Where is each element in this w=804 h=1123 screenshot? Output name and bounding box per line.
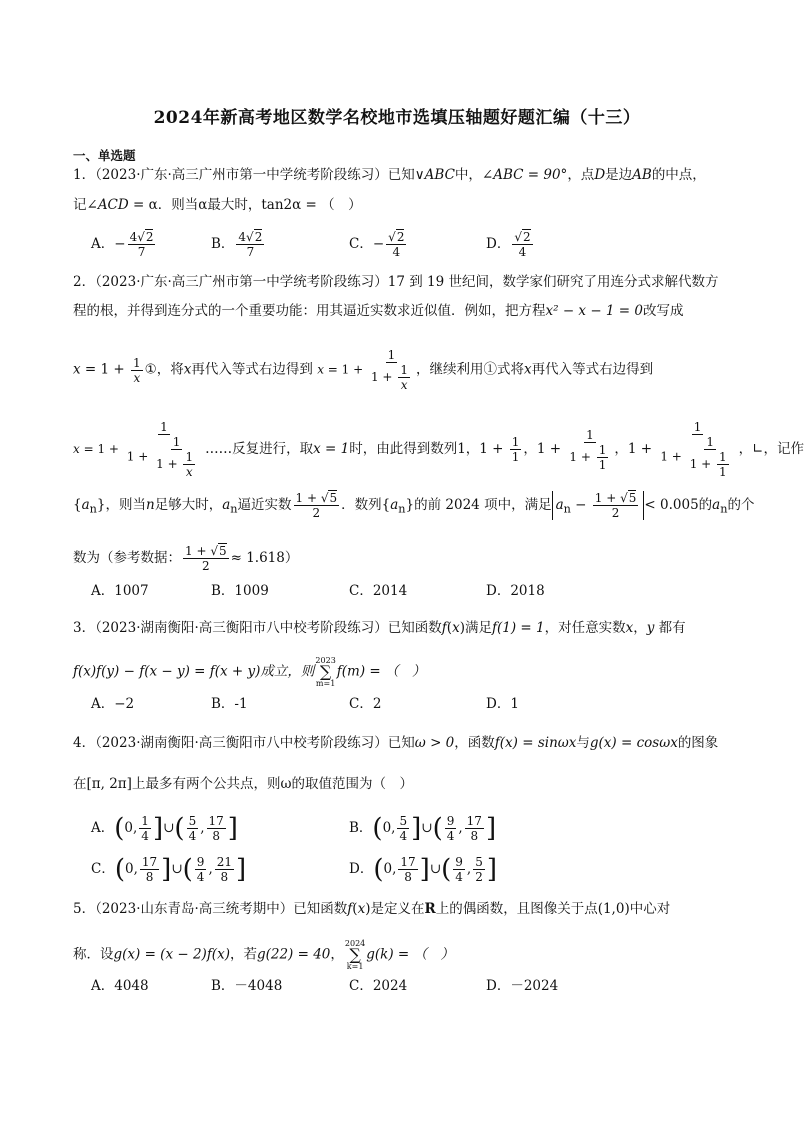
q1-line2 <box>73 195 362 215</box>
continued-fraction-2: x = 1 + 1 1 + 1 1 + $\frac{1}{x}$ <box>73 420 194 479</box>
fraction: $\frac{4√2}{7}$ <box>129 230 154 259</box>
q3-option-a[interactable]: A．−2 <box>91 696 135 712</box>
q5-option-a[interactable]: A．4048 <box>91 978 149 994</box>
q5-line1: 5．（2023·山东青岛·高三统考期中）已知函数f(x)是定义在R上的偶函数，且图像关于点(1,0)中心对 <box>73 901 671 917</box>
q5-g22: g(22) = 40 <box>256 946 331 963</box>
q2-text: 的个 <box>727 497 755 513</box>
option-label: A． <box>91 236 115 252</box>
q1-point-d: D <box>594 167 606 183</box>
q4-text: 4．（2023·湖南衡阳·高三衡阳市八中校考阶段练习）已知 <box>73 735 415 751</box>
q2-line6: 数为（参考数据： $\frac{1 + √5}{2}$ ≈ 1.618） <box>73 544 299 573</box>
q1-text: 记∠ <box>73 197 98 213</box>
q4-text: ，函数 <box>454 735 495 751</box>
option-label: D． <box>486 236 511 252</box>
q5-text: ，若 <box>229 946 257 963</box>
q2-text: ①，将 <box>144 361 184 378</box>
q3-option-c[interactable]: C．2 <box>349 696 382 712</box>
q4-option-d[interactable]: D．(0, $\frac{17}{8}$ ]∪( $\frac{9}{4}$ , $\frac{5}{2}$ ] <box>349 854 498 885</box>
sum-bottom: k=1 <box>346 962 364 971</box>
q2-text: 数为（参考数据： <box>73 550 181 566</box>
q3-equation: f(x)f(y) − f(x − y) = f(x + y)成立，则 <box>73 663 315 680</box>
q5-text: g(k) = （ ） <box>366 946 455 963</box>
den: 7 <box>137 245 146 259</box>
q4-omega: ω > 0 <box>414 735 455 751</box>
q2-text: 再代入等式右边得到 <box>531 361 654 378</box>
q3-text: 满足 <box>464 620 492 636</box>
fraction: $\frac{√2}{4}$ <box>388 230 405 259</box>
q5-text: 是定义在 <box>370 901 425 917</box>
q5-text: ， <box>330 946 344 963</box>
q3-text: 都有 <box>658 620 686 636</box>
page-title: 2024年新高考地区数学名校地市选填压轴题好题汇编（十三） <box>153 108 641 128</box>
q2-text: 再代入等式右边得到 <box>191 361 313 378</box>
q2-text: ， <box>523 441 537 457</box>
sum-top: 2024 <box>344 939 366 948</box>
option-label: B． <box>349 820 373 836</box>
q1-source: 1．（2023·广东·高三广州市第一中学统考阶段练习）已知 <box>73 167 415 183</box>
option-label: C． <box>91 861 115 877</box>
q2-line4: x = 1 + 1 1 + 1 1 + $\frac{1}{x}$ ……反复进行，取x = 1时，由此得到数列1，1 + $\frac{1}{1}$ ，1 + 1 1 + $\frac{1}{1}$ ，1 + 1 1 + 1 1 + $\frac{1}{1}$ ，∟，记作 <box>73 420 804 479</box>
q2-text: ， <box>614 441 628 457</box>
q3-f1: f(1) = 1 <box>491 620 545 636</box>
q4-line2: 在[π, 2π]上最多有两个公共点，则ω的取值范围为（ ） <box>73 776 413 792</box>
fraction: $\frac{√2}{4}$ <box>514 230 531 259</box>
q1-angle-acd: ACD <box>97 197 129 213</box>
q3-line1: 3．（2023·湖南衡阳·高三衡阳市八中校考阶段练习）已知函数f(x)满足f(1) = 1，对任意实数x，y 都有 <box>73 620 686 636</box>
q1-option-d[interactable] <box>486 230 535 259</box>
q4-text: 的图象 <box>677 735 719 751</box>
q3-text: ，对任意实数 <box>544 620 626 636</box>
q3-option-d[interactable]: D．1 <box>486 696 519 712</box>
q4-line1 <box>73 733 718 753</box>
q4-text: 与 <box>576 735 590 751</box>
q2-text: < 0.005的 <box>644 497 713 513</box>
q4-option-b[interactable]: B．(0, $\frac{5}{4}$ ]∪( $\frac{9}{4}$ , $\frac{17}{8}$ ] <box>349 813 497 844</box>
option-label: A． <box>91 820 115 836</box>
q1-text: 是边 <box>605 167 633 183</box>
q2-text: 的前 2024 项中，满足 <box>414 497 552 513</box>
q1-text: 中， <box>454 167 482 183</box>
q2-text: 足够大时， <box>154 497 223 513</box>
sum-bottom: m=1 <box>315 679 336 688</box>
q4-f: f(x) = sinωx <box>494 735 577 751</box>
q3-text: 3．（2023·湖南衡阳·高三衡阳市八中校考阶段练习）已知函数 <box>73 620 442 636</box>
sum-top: 2023 <box>315 656 336 665</box>
continued-fraction-1: x = 1 + 1 1 + $\frac{1}{x}$ <box>317 348 408 392</box>
q2-text: ……反复进行，取 <box>205 441 314 457</box>
q5-g-def: g(x) = (x − 2)f(x) <box>113 946 230 963</box>
q5-text: 上的偶函数，且图像关于点 <box>435 901 598 917</box>
q1-angle: ∠ABC = 90° <box>481 167 568 183</box>
q3-option-b[interactable]: B．-1 <box>211 696 248 712</box>
den: 7 <box>246 245 255 259</box>
q1-text: 的中点， <box>651 167 706 183</box>
q2-line5: $\{a_n\}$，则当n足够大时，$a_n$逼近实数 $\frac{1 + √5}{2}$ ．数列$\{a_n\}$的前 2024 项中，满足 $a_n$ − $\frac{1 + √5}{2}$ < 0.005的$a_n$的个 <box>73 491 755 520</box>
q3-text: f(m) = （ ） <box>336 663 426 680</box>
q5-point: (1,0) <box>597 901 630 917</box>
q2-text: ，继续利用①式将 <box>415 361 524 378</box>
q5-option-d[interactable]: D．－2024 <box>486 978 559 994</box>
q1-option-c[interactable]: C．− $\frac{√2}{4}$ <box>349 230 405 259</box>
q2-option-a[interactable]: A．1007 <box>91 583 149 599</box>
q5-option-b[interactable]: B．－4048 <box>211 978 283 994</box>
q1-text: ，点 <box>567 167 595 183</box>
triangle-abc: ∨ABC <box>414 167 455 183</box>
q5-text: 5．（2023·山东青岛·高三统考期中）已知函数 <box>73 901 348 917</box>
q2-text: ．数列 <box>341 497 382 513</box>
q2-text: ≈ 1.618） <box>230 550 299 566</box>
den: 4 <box>518 245 527 259</box>
q5-text: 称．设 <box>73 946 114 963</box>
q4-option-a[interactable]: A．(0, $\frac{1}{4}$ ]∪( $\frac{5}{4}$ , $\frac{17}{8}$ ] <box>91 813 238 844</box>
q5-text: 中心对 <box>629 901 671 917</box>
q1-option-a[interactable]: A．− $\frac{4√2}{7}$ <box>91 230 154 259</box>
den: 4 <box>392 245 401 259</box>
q4-g: g(x) = cosωx <box>589 735 678 751</box>
q2-text: ，∟，记作 <box>738 441 804 457</box>
q2-option-c[interactable]: C．2014 <box>349 583 408 599</box>
option-label: D． <box>349 861 374 877</box>
q2-equation: x² − x − 1 = 0 <box>545 303 643 319</box>
q2-line1: 2．（2023·广东·高三广州市第一中学统考阶段练习）17 到 19 世纪间，数学家们研究了用连分式求解代数方 <box>73 274 719 290</box>
abs-value: $a_n$ − $\frac{1 + √5}{2}$ <box>552 491 645 520</box>
q1-option-b[interactable] <box>211 230 266 259</box>
q1-edge-ab: AB <box>632 167 652 183</box>
q2-line2 <box>73 301 684 321</box>
q2-text: 逼近实数 <box>237 497 292 513</box>
q2-text: 改写成 <box>643 303 684 319</box>
q5-option-c[interactable]: C．2024 <box>349 978 408 994</box>
summation: 2023 ∑ m=1 <box>315 656 336 688</box>
q2-line3: x = 1 + $\frac{1}{x}$ ①，将x再代入等式右边得到 x = 1 + 1 1 + $\frac{1}{x}$ ，继续利用①式将x再代入等式右边得到 <box>73 348 654 392</box>
q4-option-c[interactable]: C．(0, $\frac{17}{8}$ ]∪( $\frac{9}{4}$ , $\frac{21}{8}$ ] <box>91 854 247 885</box>
q2-option-b[interactable]: B．1009 <box>211 583 269 599</box>
q1-text: = α．则当α最大时，tan2α = （ ） <box>128 197 362 213</box>
q2-x-eq-1: x = 1 <box>313 441 350 457</box>
fraction: $\frac{4√2}{7}$ <box>238 230 263 259</box>
q2-text: 程的根，并得到连分式的一个重要功能：用其逼近实数求近似值．例如，把方程 <box>73 303 546 319</box>
option-label: B． <box>211 236 235 252</box>
q2-option-d[interactable]: D．2018 <box>486 583 545 599</box>
q2-text: ，则当 <box>105 497 146 513</box>
section-heading: 一、单选题 <box>73 148 136 163</box>
q2-text: 时，由此得到数列1， <box>349 441 480 457</box>
q3-line2 <box>73 656 426 688</box>
option-label: C． <box>349 236 373 252</box>
summation: 2024 ∑ k=1 <box>344 939 366 971</box>
q1-line1 <box>73 165 706 185</box>
q5-line2 <box>73 939 454 971</box>
